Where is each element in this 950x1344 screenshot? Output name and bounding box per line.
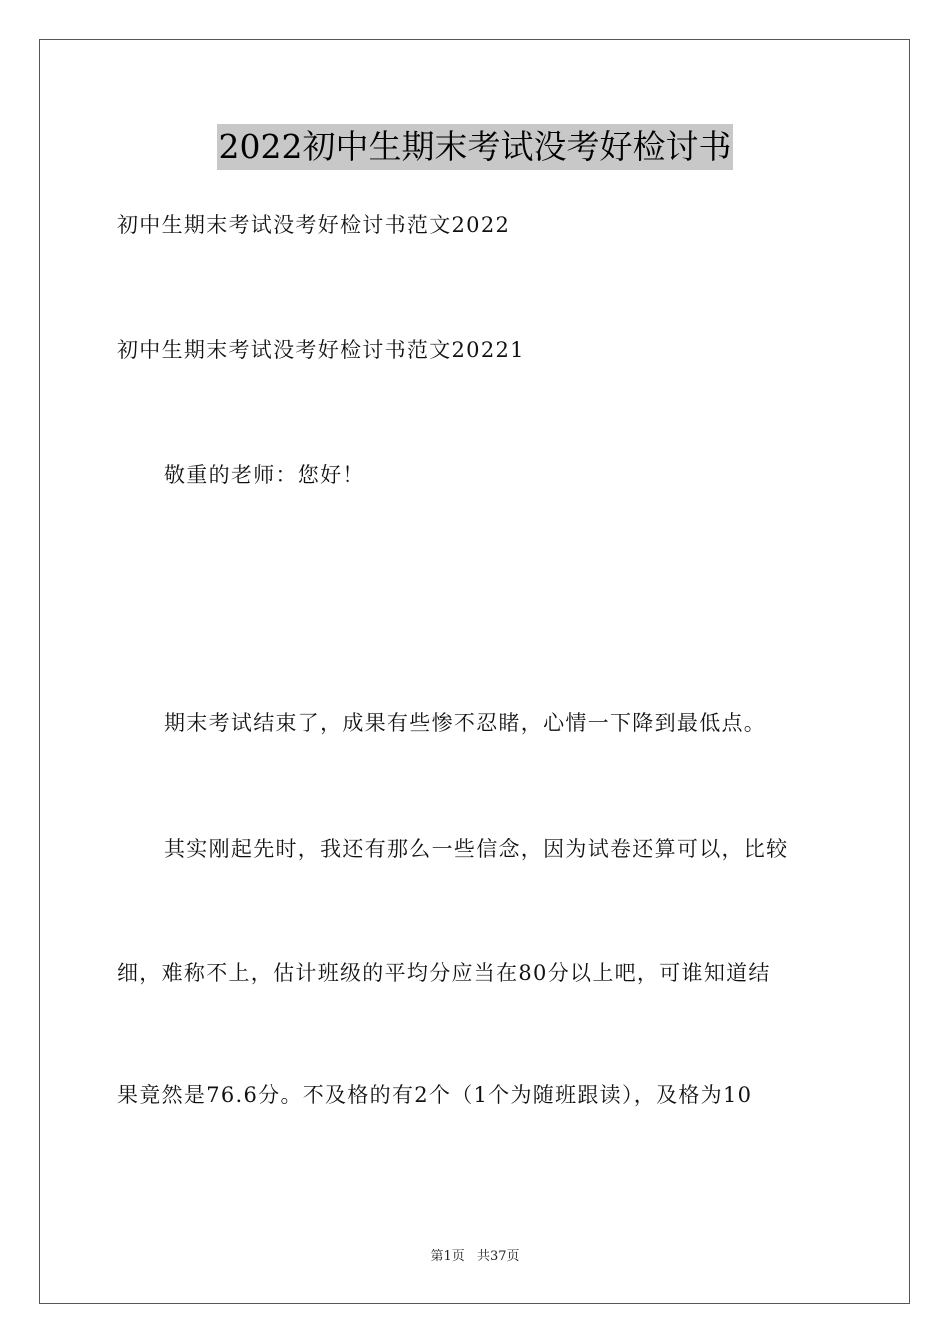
- subtitle-line-2: 初中生期末考试没考好检讨书范文20221: [117, 338, 525, 362]
- paragraph-line-3: 细，难称不上，估计班级的平均分应当在80分以上吧，可谁知道结: [117, 961, 771, 985]
- paragraph-line-4: 果竟然是76.6分。不及格的有2个（1个为随班跟读），及格为10: [117, 1083, 753, 1107]
- subtitle-line-1: 初中生期末考试没考好检讨书范文2022: [117, 213, 511, 237]
- document-title: 2022初中生期末考试没考好检讨书: [217, 124, 734, 170]
- page-number-total: 共37页: [476, 1249, 520, 1264]
- salutation: 敬重的老师：您好！: [164, 463, 365, 487]
- paragraph-line-2: 其实刚起先时，我还有那么一些信念，因为试卷还算可以，比较: [164, 837, 789, 861]
- paragraph-line-1: 期末考试结束了，成果有些惨不忍睹，心情一下降到最低点。: [164, 711, 767, 735]
- page-footer: [0, 1248, 950, 1266]
- title-container: [0, 124, 950, 170]
- page-number-current: 第1页: [430, 1249, 465, 1264]
